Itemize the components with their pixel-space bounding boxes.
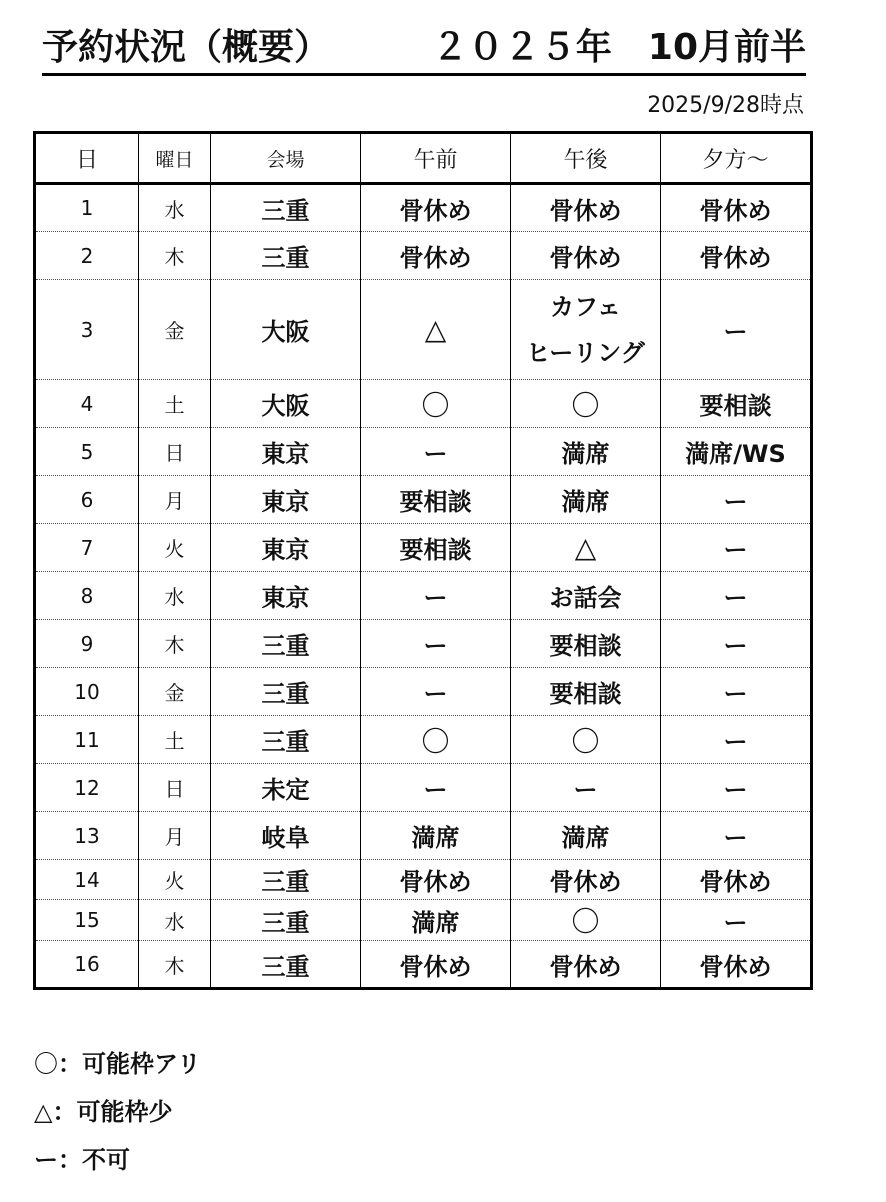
cell-venue: 東京	[211, 524, 361, 572]
table-row	[35, 716, 812, 764]
table-row	[35, 524, 812, 572]
cell-weekday: 火	[139, 860, 211, 900]
title-right: ２０２５年 10月前半	[431, 27, 806, 68]
dash-symbol: ー	[34, 1146, 58, 1174]
cell-evening: 要相談	[661, 380, 812, 428]
legend-item-available	[34, 1040, 201, 1088]
cell-venue: 三重	[211, 900, 361, 941]
column-header-venue: 会場	[211, 133, 361, 184]
table-row	[35, 860, 812, 900]
table-row	[35, 941, 812, 989]
cell-pm: ー	[511, 764, 661, 812]
cell-am: 要相談	[361, 476, 511, 524]
cell-evening: 満席/WS	[661, 428, 812, 476]
cell-evening: ー	[661, 620, 812, 668]
cell-am: ー	[361, 668, 511, 716]
cell-venue: 未定	[211, 764, 361, 812]
cell-day: 14	[35, 860, 139, 900]
cell-evening: ー	[661, 524, 812, 572]
cell-day: 7	[35, 524, 139, 572]
cell-am: 満席	[361, 812, 511, 860]
cell-venue: 大阪	[211, 280, 361, 380]
as-of-date: 2025/9/28時点	[647, 93, 804, 118]
cell-evening: ー	[661, 572, 812, 620]
cell-am: 骨休め	[361, 941, 511, 989]
cell-am: ー	[361, 428, 511, 476]
cell-pm: 〇	[511, 900, 661, 941]
triangle-symbol: △	[34, 1098, 53, 1126]
cell-venue: 三重	[211, 941, 361, 989]
cell-pm	[511, 280, 661, 380]
cell-am: 骨休め	[361, 860, 511, 900]
cell-pm: 満席	[511, 428, 661, 476]
cell-weekday: 日	[139, 764, 211, 812]
cell-day: 1	[35, 184, 139, 232]
table-row	[35, 280, 812, 380]
legend-text: ：可能枠アリ	[58, 1050, 202, 1078]
cell-venue: 東京	[211, 428, 361, 476]
cell-weekday: 木	[139, 620, 211, 668]
cell-pm: 骨休め	[511, 860, 661, 900]
cell-evening: ー	[661, 280, 812, 380]
cell-am: ー	[361, 572, 511, 620]
cell-venue: 東京	[211, 572, 361, 620]
table-row	[35, 900, 812, 941]
cell-weekday: 木	[139, 941, 211, 989]
cell-evening: 骨休め	[661, 184, 812, 232]
cell-weekday: 木	[139, 232, 211, 280]
cell-evening: ー	[661, 812, 812, 860]
cell-weekday: 金	[139, 280, 211, 380]
cell-day: 15	[35, 900, 139, 941]
cell-am: 骨休め	[361, 232, 511, 280]
cell-evening: ー	[661, 476, 812, 524]
table-row	[35, 232, 812, 280]
cell-am: 要相談	[361, 524, 511, 572]
cell-venue: 三重	[211, 716, 361, 764]
cell-day: 12	[35, 764, 139, 812]
cell-day: 16	[35, 941, 139, 989]
table-row	[35, 812, 812, 860]
cell-day: 11	[35, 716, 139, 764]
cell-evening: ー	[661, 716, 812, 764]
cell-evening: 骨休め	[661, 232, 812, 280]
cell-weekday: 月	[139, 476, 211, 524]
circle-symbol: 〇	[34, 1050, 58, 1078]
cell-venue: 三重	[211, 668, 361, 716]
cell-pm: △	[511, 524, 661, 572]
cell-day: 3	[35, 280, 139, 380]
legend-item-unavailable	[34, 1136, 201, 1184]
table-row	[35, 572, 812, 620]
cell-venue: 三重	[211, 184, 361, 232]
table-row	[35, 764, 812, 812]
cell-venue: 岐阜	[211, 812, 361, 860]
table-row	[35, 668, 812, 716]
cell-weekday: 土	[139, 380, 211, 428]
cell-pm: 要相談	[511, 668, 661, 716]
table-row	[35, 380, 812, 428]
table-row	[35, 184, 812, 232]
column-header-day: 日	[35, 133, 139, 184]
cell-weekday: 土	[139, 716, 211, 764]
cell-pm: お話会	[511, 572, 661, 620]
column-header-pm: 午後	[511, 133, 661, 184]
cell-weekday: 火	[139, 524, 211, 572]
cell-day: 13	[35, 812, 139, 860]
cell-venue: 東京	[211, 476, 361, 524]
cell-am: 満席	[361, 900, 511, 941]
cell-evening: 骨休め	[661, 860, 812, 900]
cell-pm: 骨休め	[511, 941, 661, 989]
cell-weekday: 水	[139, 900, 211, 941]
cell-pm: 満席	[511, 812, 661, 860]
cell-am: ー	[361, 764, 511, 812]
cell-pm-line-1: カフェ	[550, 292, 621, 321]
cell-venue: 三重	[211, 860, 361, 900]
cell-day: 4	[35, 380, 139, 428]
cell-pm: 〇	[511, 380, 661, 428]
cell-venue: 大阪	[211, 380, 361, 428]
column-header-am: 午前	[361, 133, 511, 184]
reservation-table	[33, 131, 813, 990]
cell-am: △	[361, 280, 511, 380]
cell-pm: 要相談	[511, 620, 661, 668]
cell-day: 6	[35, 476, 139, 524]
cell-weekday: 日	[139, 428, 211, 476]
cell-am: 〇	[361, 716, 511, 764]
cell-weekday: 水	[139, 184, 211, 232]
cell-pm: 満席	[511, 476, 661, 524]
table-row	[35, 428, 812, 476]
column-header-weekday: 曜日	[139, 133, 211, 184]
cell-day: 9	[35, 620, 139, 668]
cell-evening: ー	[661, 668, 812, 716]
cell-venue: 三重	[211, 620, 361, 668]
cell-day: 2	[35, 232, 139, 280]
cell-pm: 骨休め	[511, 184, 661, 232]
page-title	[42, 24, 806, 76]
cell-weekday: 水	[139, 572, 211, 620]
legend-item-few	[34, 1088, 201, 1136]
legend-text: ：不可	[58, 1146, 130, 1174]
cell-evening: ー	[661, 764, 812, 812]
cell-evening: ー	[661, 900, 812, 941]
cell-evening: 骨休め	[699, 952, 772, 981]
cell-weekday: 金	[139, 668, 211, 716]
table-row	[35, 476, 812, 524]
header-row	[35, 133, 812, 184]
cell-day: 10	[35, 668, 139, 716]
cell-venue: 三重	[211, 232, 361, 280]
cell-pm: 骨休め	[511, 232, 661, 280]
table-row	[35, 620, 812, 668]
cell-pm: 〇	[511, 716, 661, 764]
cell-am: 〇	[361, 380, 511, 428]
column-header-evening: 夕方～	[661, 133, 812, 184]
cell-pm-line-2: ヒーリング	[526, 338, 645, 367]
cell-am: 骨休め	[361, 184, 511, 232]
cell-day: 5	[35, 428, 139, 476]
cell-weekday: 月	[139, 812, 211, 860]
cell-day: 8	[35, 572, 139, 620]
legend	[34, 1040, 201, 1184]
title-left: 予約状況（概要）	[42, 27, 331, 68]
cell-am: ー	[361, 620, 511, 668]
legend-text: ：可能枠少	[52, 1098, 173, 1126]
